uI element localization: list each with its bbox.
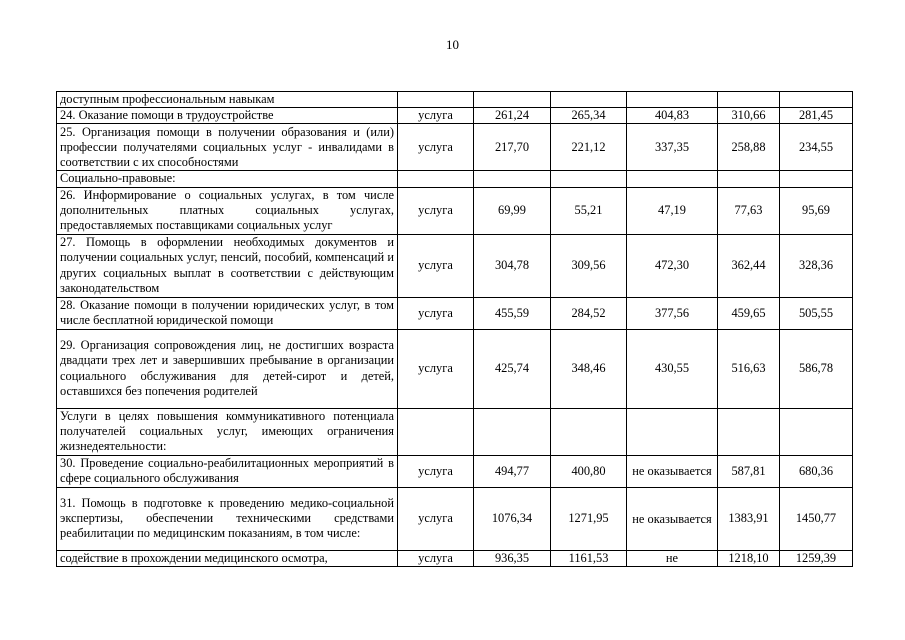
service-description-cell: 28. Оказание помощи в получении юридических услуг, в том числе бесплатной юридической помощи bbox=[57, 297, 398, 329]
table-row bbox=[57, 124, 853, 171]
price-cell: 494,77 bbox=[474, 455, 551, 487]
price-cell: 425,74 bbox=[474, 329, 551, 408]
price-cell: 310,66 bbox=[718, 108, 780, 124]
price-cell bbox=[627, 408, 718, 455]
price-cell: 936,35 bbox=[474, 550, 551, 566]
price-cell bbox=[718, 92, 780, 108]
price-cell: не оказывается bbox=[627, 487, 718, 550]
price-cell: 95,69 bbox=[780, 187, 853, 234]
table-row bbox=[57, 550, 853, 566]
price-cell: 217,70 bbox=[474, 124, 551, 171]
service-description-cell: 29. Организация сопровождения лиц, не достигших возраста двадцати трех лет и завершивших пребывание в организации социального обслуживания для детей-сирот и детей, оставшихся без попечения родителей bbox=[57, 329, 398, 408]
price-cell bbox=[474, 408, 551, 455]
unit-cell bbox=[398, 171, 474, 187]
unit-cell: услуга bbox=[398, 550, 474, 566]
price-cell: 77,63 bbox=[718, 187, 780, 234]
service-description-cell: доступным профессиональным навыкам bbox=[57, 92, 398, 108]
price-cell: 328,36 bbox=[780, 234, 853, 297]
price-cell: 261,24 bbox=[474, 108, 551, 124]
service-description-cell: 26. Информирование о социальных услугах, в том числе дополнительных платных социальных услугах, предоставляемых поставщиками социальных услуг bbox=[57, 187, 398, 234]
price-cell: 258,88 bbox=[718, 124, 780, 171]
table-row bbox=[57, 455, 853, 487]
price-cell: 69,99 bbox=[474, 187, 551, 234]
price-cell: 265,34 bbox=[551, 108, 627, 124]
price-cell: 680,36 bbox=[780, 455, 853, 487]
price-cell: 1271,95 bbox=[551, 487, 627, 550]
price-cell: не bbox=[627, 550, 718, 566]
service-description-cell: 24. Оказание помощи в трудоустройстве bbox=[57, 108, 398, 124]
price-cell bbox=[551, 92, 627, 108]
price-cell: 304,78 bbox=[474, 234, 551, 297]
service-description-cell: 25. Организация помощи в получении образования и (или) профессии получателями социальных услуг - инвалидами в соответствии с их способностями bbox=[57, 124, 398, 171]
price-cell: 55,21 bbox=[551, 187, 627, 234]
price-cell: 472,30 bbox=[627, 234, 718, 297]
service-description-cell: 30. Проведение социально-реабилитационных мероприятий в сфере социального обслуживания bbox=[57, 455, 398, 487]
price-cell bbox=[474, 92, 551, 108]
price-cell: не оказывается bbox=[627, 455, 718, 487]
price-cell: 430,55 bbox=[627, 329, 718, 408]
price-cell: 1259,39 bbox=[780, 550, 853, 566]
unit-cell: услуга bbox=[398, 187, 474, 234]
price-cell bbox=[551, 408, 627, 455]
unit-cell bbox=[398, 92, 474, 108]
table-row bbox=[57, 108, 853, 124]
price-cell: 281,45 bbox=[780, 108, 853, 124]
price-cell bbox=[780, 408, 853, 455]
price-cell: 400,80 bbox=[551, 455, 627, 487]
price-cell bbox=[718, 408, 780, 455]
service-description-cell: 27. Помощь в оформлении необходимых документов и получении социальных услуг, пенсий, пособий, компенсаций и других социальных выплат в соответствии с действующим законодательством bbox=[57, 234, 398, 297]
price-cell: 337,35 bbox=[627, 124, 718, 171]
table-row bbox=[57, 329, 853, 408]
table-row bbox=[57, 234, 853, 297]
service-description-cell: Услуги в целях повышения коммуникативного потенциала получателей социальных услуг, имеющих ограничения жизнедеятельности: bbox=[57, 408, 398, 455]
price-cell: 587,81 bbox=[718, 455, 780, 487]
price-cell: 1218,10 bbox=[718, 550, 780, 566]
table-row bbox=[57, 297, 853, 329]
price-cell bbox=[627, 92, 718, 108]
price-cell: 1161,53 bbox=[551, 550, 627, 566]
unit-cell: услуга bbox=[398, 455, 474, 487]
price-cell: 404,83 bbox=[627, 108, 718, 124]
price-cell: 1076,34 bbox=[474, 487, 551, 550]
price-cell: 455,59 bbox=[474, 297, 551, 329]
price-cell: 348,46 bbox=[551, 329, 627, 408]
services-tariff-table bbox=[56, 91, 853, 567]
price-cell: 234,55 bbox=[780, 124, 853, 171]
price-cell: 586,78 bbox=[780, 329, 853, 408]
service-description-cell: 31. Помощь в подготовке к проведению медико-социальной экспертизы, обеспечении техническими средствами реабилитации по медицинским показаниям, в том числе: bbox=[57, 487, 398, 550]
price-cell: 505,55 bbox=[780, 297, 853, 329]
unit-cell: услуга bbox=[398, 329, 474, 408]
price-cell bbox=[627, 171, 718, 187]
price-cell: 1383,91 bbox=[718, 487, 780, 550]
price-cell bbox=[780, 171, 853, 187]
price-cell bbox=[551, 171, 627, 187]
price-cell: 221,12 bbox=[551, 124, 627, 171]
table-row bbox=[57, 171, 853, 187]
unit-cell: услуга bbox=[398, 487, 474, 550]
price-cell bbox=[780, 92, 853, 108]
price-cell: 362,44 bbox=[718, 234, 780, 297]
unit-cell: услуга bbox=[398, 108, 474, 124]
price-cell bbox=[474, 171, 551, 187]
unit-cell: услуга bbox=[398, 124, 474, 171]
unit-cell: услуга bbox=[398, 234, 474, 297]
table-row bbox=[57, 408, 853, 455]
table-row bbox=[57, 92, 853, 108]
table-row bbox=[57, 187, 853, 234]
page-number: 10 bbox=[446, 37, 459, 52]
service-description-cell: содействие в прохождении медицинского осмотра, bbox=[57, 550, 398, 566]
price-cell bbox=[718, 171, 780, 187]
price-cell: 47,19 bbox=[627, 187, 718, 234]
price-cell: 309,56 bbox=[551, 234, 627, 297]
price-cell: 377,56 bbox=[627, 297, 718, 329]
price-cell: 284,52 bbox=[551, 297, 627, 329]
unit-cell: услуга bbox=[398, 297, 474, 329]
price-cell: 516,63 bbox=[718, 329, 780, 408]
price-cell: 459,65 bbox=[718, 297, 780, 329]
table-row bbox=[57, 487, 853, 550]
table-body bbox=[57, 92, 853, 567]
price-cell: 1450,77 bbox=[780, 487, 853, 550]
unit-cell bbox=[398, 408, 474, 455]
service-description-cell: Социально-правовые: bbox=[57, 171, 398, 187]
